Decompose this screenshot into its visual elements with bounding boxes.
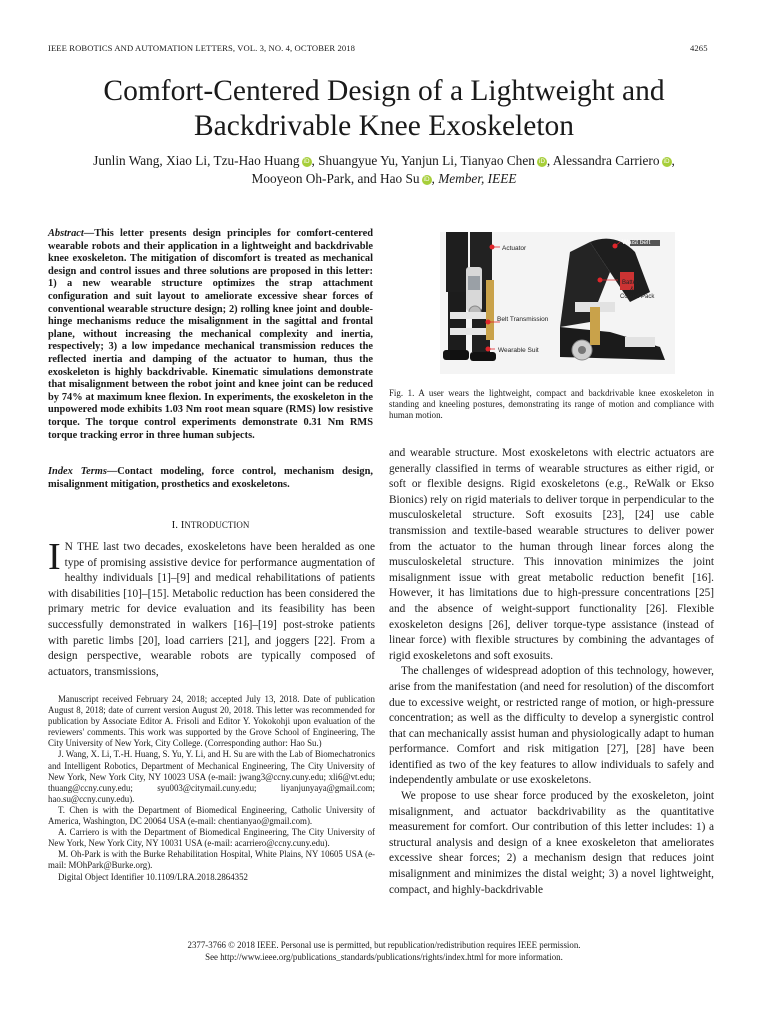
figure-exoskeleton-photo — [440, 232, 675, 374]
footnote: A. Carriero is with the Department of Biomedical Engineering, The City University of New York, New York City, NY 10031 USA (e-mail: acarriero@ccny.cuny.edu). — [48, 827, 375, 849]
authors-part-2: , Shuangyue Yu, Yanjun Li, Tianyao Chen — [311, 153, 535, 168]
authors-part-1: Junlin Wang, Xiao Li, Tzu-Hao Huang — [93, 153, 300, 168]
orcid-icon[interactable]: iD — [423, 176, 430, 183]
paragraph: and wearable structure. Most exoskeletons with electric actuators are generally classified in terms of wearable structures as either rigid, or soft or flexible designs. Rigid exoskeletons (e.g., ReWalk or Ekso Bionics) rely on rigid materials to deliver torque in perpendicular to the musculoskeletal structure. Soft exosuits [23], [24] use cable transmission and textile-based wearable structures to deliver power from the actuator to the human through linear forces along the musculoskeletal structure. This innovation minimizes the joint misalignment issue with great metabolic reduction benefit [16]. However, it has limitations due to high-pressure concentrations [25] and the absence of weight-support functionality [26]. Flexible exoskeleton designs [26], deliver torque-type assistance (instead of linear force) with flexible structures by combining the advantages of rigid exoskeletons and soft exosuits. — [389, 447, 714, 662]
section-heading — [48, 519, 373, 531]
author-list — [40, 152, 728, 188]
running-header: IEEE ROBOTICS AND AUTOMATION LETTERS, VOL. 3, NO. 4, OCTOBER 2018 — [48, 43, 356, 53]
authors-part-4: , — [671, 153, 675, 168]
footnote: Manuscript received February 24, 2018; accepted July 13, 2018. Date of publication August 8, 2018; date of current version August 20, 2018. This letter was recommended for publication by Associate Editor A. Frisoli and Editor Y. Yokokohji upon evaluation of the reviewers' comments. This work was supported by the Grove School of Engineering, The City University of New York, City College. (Corresponding author: Hao Su.) — [48, 694, 375, 749]
index-terms-label: Index Terms — [48, 466, 107, 477]
index-terms — [48, 466, 373, 491]
abstract-label: Abstract — [48, 228, 84, 239]
label-battery: Battery — [622, 280, 642, 286]
footnote: T. Chen is with the Department of Biomedical Engineering, Catholic University of America, Washington, DC 20064 USA (e-mail: chentianyao@gmail.com). — [48, 804, 375, 827]
authors-part-3: , Alessandra Carriero — [546, 153, 660, 168]
section-rest: NTRODUCTION — [184, 520, 250, 530]
footnote: Digital Object Identifier 10.1109/LRA.2018.2864352 — [58, 871, 248, 882]
label-belt-transmission: Belt Transmission — [497, 316, 549, 323]
orcid-icon[interactable]: iD — [303, 158, 310, 165]
abstract-text: —This letter presents design principles for comfort-centered wearable robots and their application in a lightweight and backdrivable knee exoskeleton. The mitigation of discomfort is treated as mechanical design and control issues and three solutions are proposed in this letter: 1) a new wearable structure optimizes the strap attachment configuration and suit layout to ameliorate excessive shear forces of conventional wearable structure design; 2) rolling knee joint and double-hinge mechanisms reduce the misalignment in the sagittal and frontal plane, without increasing the mechanical complexity and inertia, respectively; 3) a low impedance mechanical transmission reduces the reflected inertia and damping of the actuator to human, thus the exoskeleton is highly backdrivable. Kinematic simulations demonstrate that misalignment between the robot joint and knee joint can be reduced by 74% at maximum knee flexion. In experiments, the exoskeleton in the unpowered mode exhibits 1.03 Nm root mean square (RMS) low resistive torque. The torque control experiments demonstrate 0.31 Nm RMS torque tracking error in three human subjects. — [48, 228, 373, 441]
copyright-footer — [40, 940, 728, 963]
intro-paragraph — [48, 536, 375, 680]
section-numeral: I. — [171, 519, 181, 531]
intro-text: last two decades, exoskeletons have been heralded as one type of promising assistive device for performance augmentation of healthy individuals [1]–[9] and medical rehabilitations of patients with disabilities [10]–[15]. Metabolic reduction has been considered the primary metric for device evaluation and its feasibility has been successfully demonstrated in walkers [16]–[19] post-stroke patients with paretic limbs [20], load carriers [21], and joggers [22]. From a design perspective, wearable robots are typically composed of actuators, transmissions, — [48, 541, 375, 678]
label-wearable-suit: Wearable Suit — [498, 347, 539, 354]
abstract — [48, 228, 373, 442]
drop-cap: I — [48, 536, 61, 578]
label-actuator: Actuator — [502, 245, 527, 252]
label-amp: & — [630, 287, 635, 293]
page-number: 4265 — [690, 43, 708, 53]
label-control-pack: Control Pack — [620, 294, 655, 300]
rights-link[interactable]: See http://www.ieee.org/publications_standards/publications/rights/index.html for more information. — [205, 951, 563, 962]
orcid-icon[interactable]: iD — [538, 158, 546, 165]
footnotes — [48, 694, 375, 883]
paper-title: Comfort-Centered Design of a Lightweight and Backdrivable Knee Exoskeleton — [103, 75, 665, 142]
footnote: M. Oh-Park is with the Burke Rehabilitation Hospital, White Plains, NY 10605 USA (e-mail: MOhPark@Burke.org). — [48, 849, 375, 871]
paragraph: The challenges of widespread adoption of this technology, however, arise from the manifestation (and need for resolution) of the discomfort due to excessive weight, or restricted range of motion, or high-pressure concentration; as well as the difficulty to develop a synergistic control that can mechanically assist human and physiologically adapt to human performance. Comfort and risk mitigation [27], [28] have been identified as two of the key features to allow individuals to safely and independently ambulate or use exoskeletons. — [389, 665, 714, 787]
authors-part-5: Mooyeon Oh-Park, and Hao Su — [251, 171, 420, 186]
membership: , Member, IEEE — [431, 171, 517, 186]
intro-lead: N THE — [64, 541, 99, 553]
figure-caption: Fig. 1. A user wears the lightweight, compact and backdrivable knee exoskeleton in standing and kneeling postures, demonstrating its range of motion and compliance with human motion. — [389, 388, 714, 421]
orcid-icon[interactable]: iD — [663, 158, 670, 165]
footnote: J. Wang, X. Li, T.-H. Huang, S. Yu, Y. Li, and H. Su are with the Lab of Biomechatronics and Intelligent Robotics, Department of Mechanical Engineering, The City University of New York, New York City, NY 10023 USA (e-mail: jwang3@ccny.cuny.edu; xli6@vt.edu; thuang@ccny.cuny.edu; syu003@citymail.cuny.edu; liyanjunyaya@gmail.com; hao.su@ccny.cuny.edu). — [48, 749, 375, 804]
copyright-line: 2377-3766 © 2018 IEEE. Personal use is permitted, but republication/redistribution requires IEEE permission. — [187, 940, 581, 950]
index-terms-text: —Contact modeling, force control, mechanism design, misalignment mitigation, prosthetics and exoskeletons. — [48, 466, 373, 490]
section-initial: I — [180, 519, 185, 531]
right-column-body — [389, 446, 714, 898]
paragraph: We propose to use shear force produced by the exoskeleton, joint misalignment, and actuator backdrivability as the quantitative measurement for comfort. Our contribution of this letter includes: 1) a structural analysis and design of a knee exoskeleton that ameliorates excessive shear forces; 2) a mechanism design that reduces joint misalignment and minimizes the distal weight; 3) a novel lightweight, compact, and highly-backdrivable — [389, 790, 714, 896]
label-waist-belt: Waist belt — [622, 239, 651, 246]
